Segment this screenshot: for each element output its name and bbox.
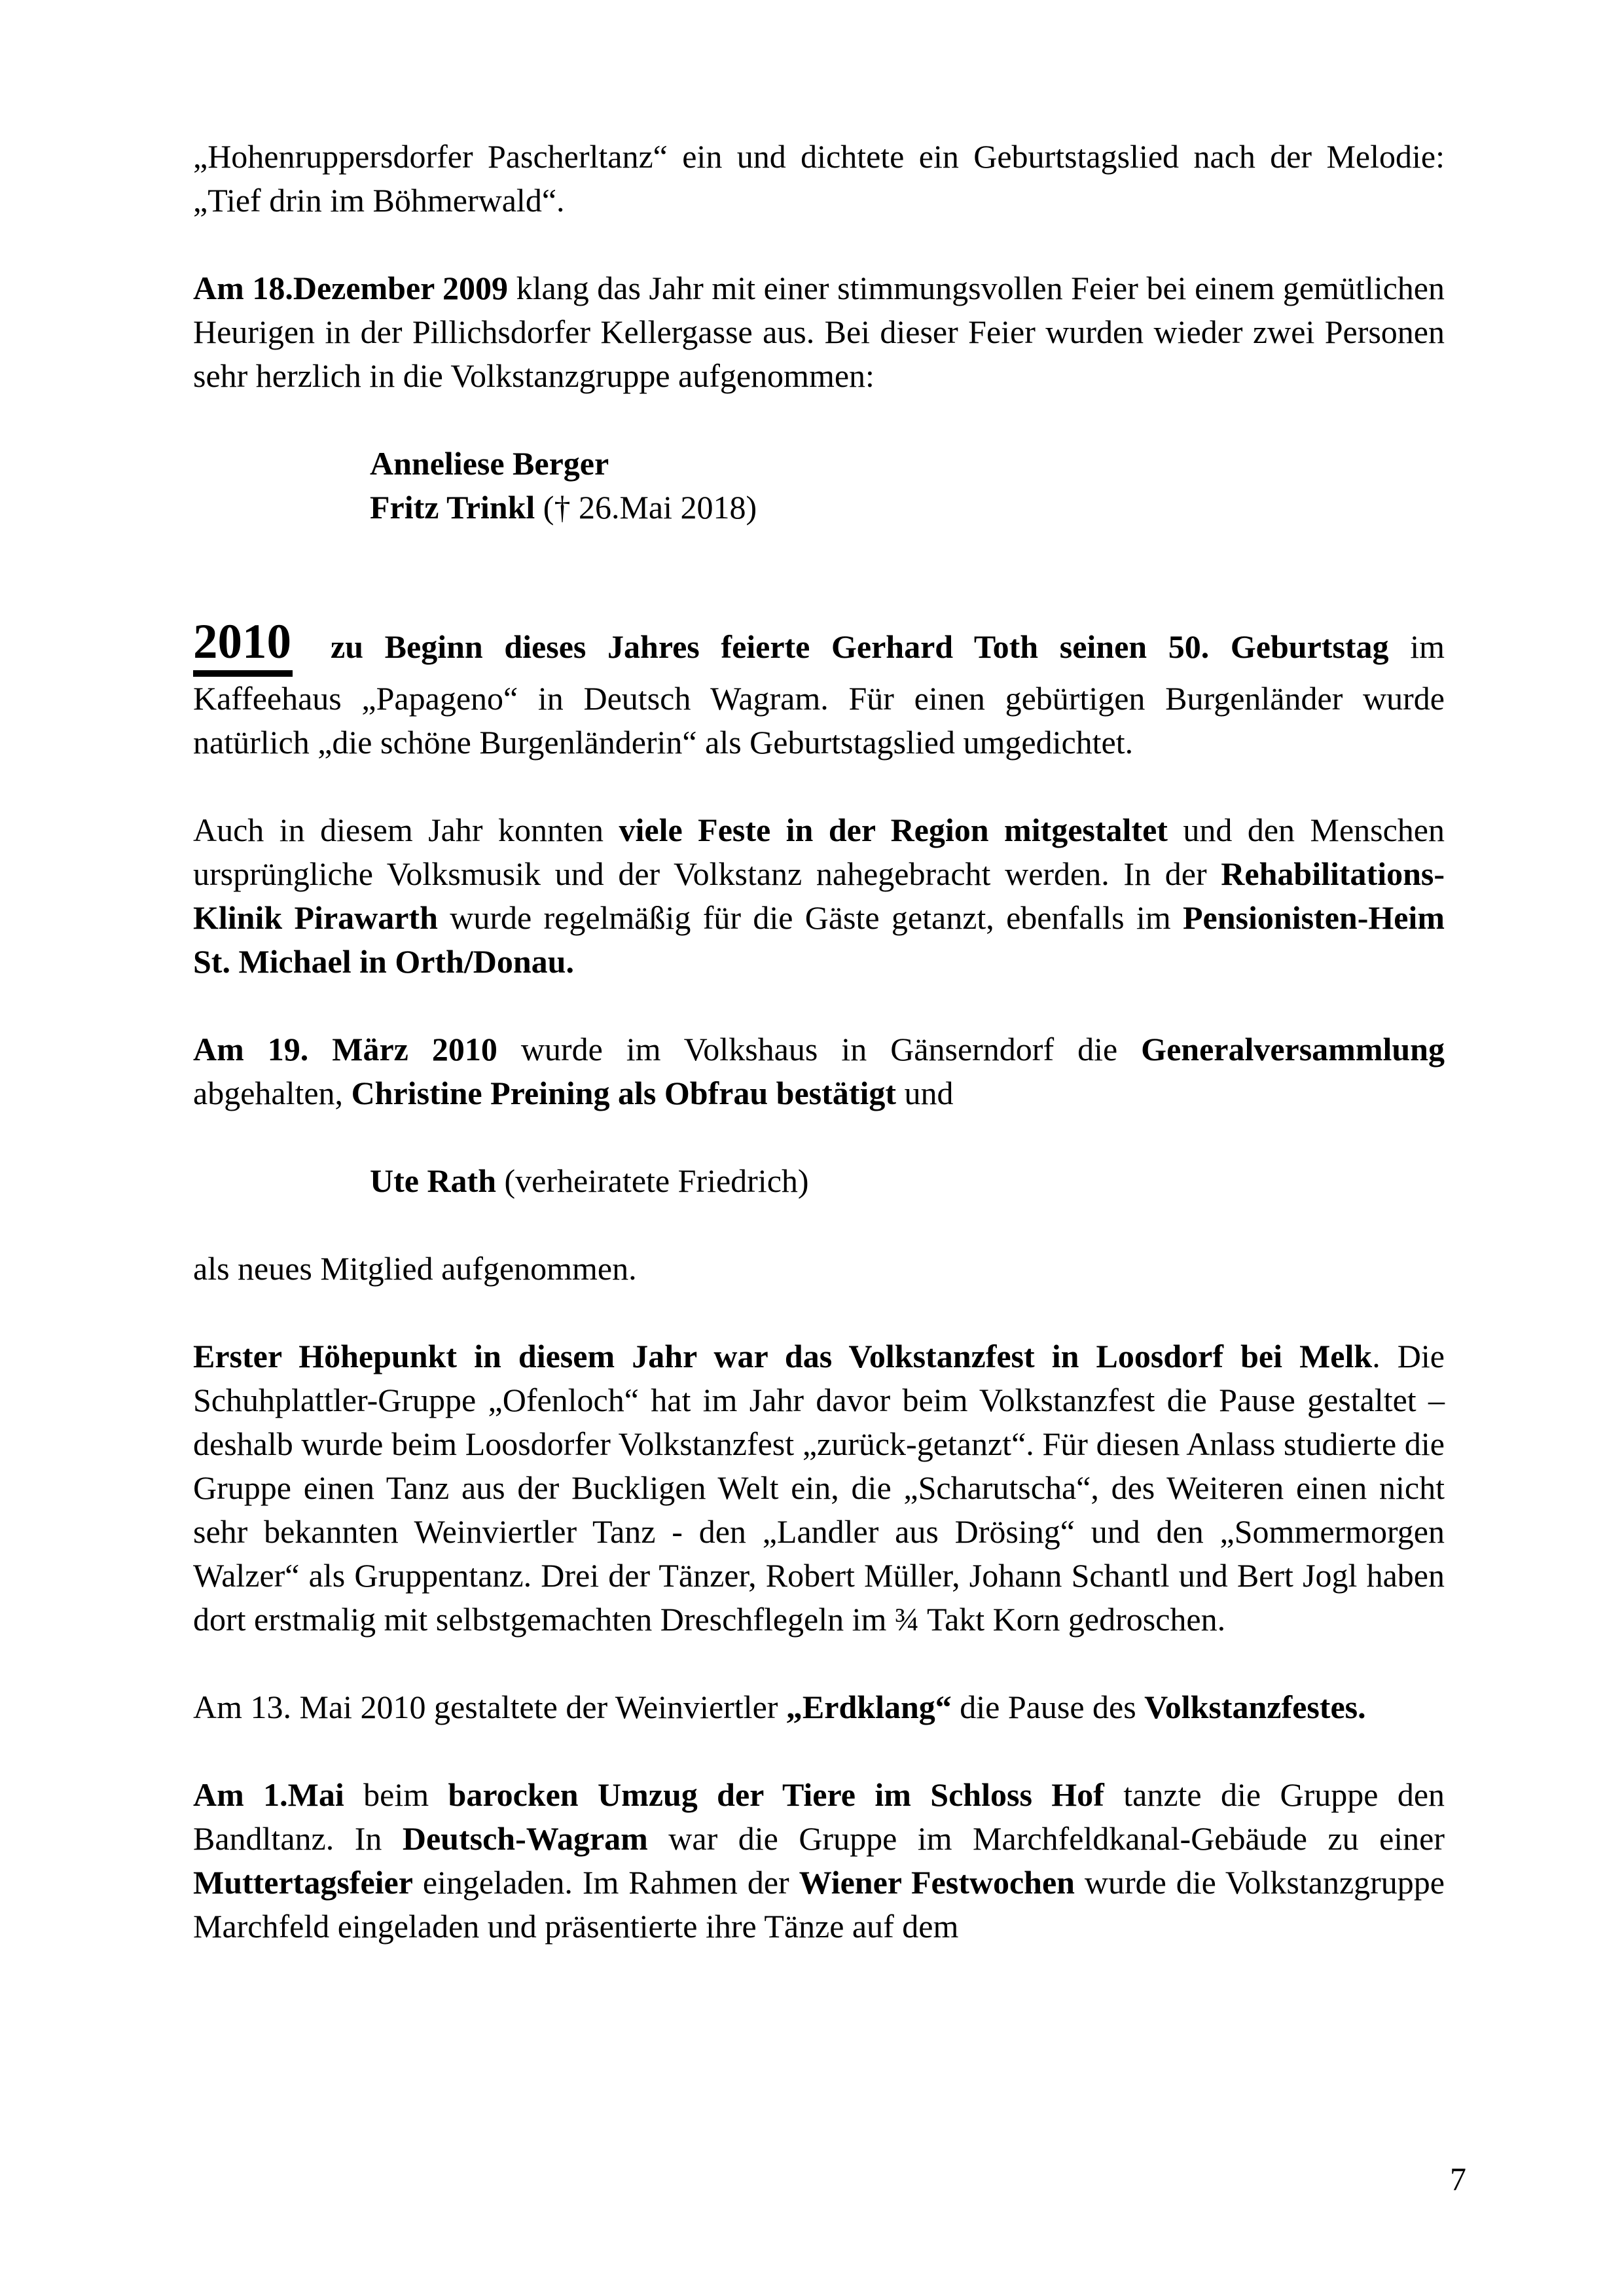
para-generalversammlung: [193, 1028, 1445, 1115]
year-heading: 2010: [193, 617, 293, 677]
text-run: klang das Jahr mit einer stimmungsvollen Feier bei einem gemütlichen Heurigen in der Pillichsdorfer Kellergasse aus. Bei dieser Feier wurden wieder zwei Personen sehr herzlich in die Volkstanzgruppe aufgenommen:: [193, 270, 1445, 394]
para-erdklang: [193, 1685, 1445, 1729]
text-run: Am 13. Mai 2010 gestaltete der Weinviertler: [193, 1689, 786, 1725]
text-run: zu Beginn dieses Jahres feierte Gerhard Toth seinen 50. Geburtstag: [331, 628, 1389, 665]
para-2010-heading: [193, 617, 1445, 764]
text-run: eingeladen. Im Rahmen der: [412, 1864, 799, 1901]
text-run: barocken Umzug der Tiere im Schloss Hof: [448, 1776, 1104, 1813]
text-run: Auch in diesem Jahr konnten: [193, 812, 619, 848]
text-run: Fritz Trinkl: [370, 489, 535, 526]
text-run: (verheiratete Friedrich): [496, 1162, 809, 1199]
text-run: Muttertagsfeier: [193, 1864, 413, 1901]
text-run: Am 19. März 2010: [193, 1031, 497, 1067]
page-number: 7: [1450, 2161, 1466, 2197]
text-run: Am 1.Mai: [193, 1776, 344, 1813]
text-run: abgehalten,: [193, 1075, 352, 1111]
para-pascherltanz: [193, 135, 1445, 223]
para-ute-rath: [370, 1159, 1445, 1203]
text-run: Anneliese Berger: [370, 445, 609, 482]
text-run: als neues Mitglied aufgenommen.: [193, 1250, 637, 1287]
document-body: [193, 135, 1445, 1948]
para-new-members: [370, 442, 1445, 529]
para-dezember-2009: [193, 266, 1445, 398]
text-run: wurde die Volkstanzgruppe Marchfeld eingeladen und präsentierte ihre Tänze auf dem: [193, 1864, 1445, 1945]
text-run: und den Menschen ursprüngliche Volksmusik und der Volkstanz nahegebracht werden. In der: [193, 812, 1445, 892]
text-run: „Hohenruppersdorfer Pascherltanz“ ein und dichtete ein Geburtstagslied nach der Melodie: „Tief drin im Böhmerwald“.: [193, 138, 1445, 219]
text-run: die Pause des: [951, 1689, 1145, 1725]
text-run: und: [895, 1075, 954, 1111]
para-feste-region: [193, 808, 1445, 984]
text-run: Rehabilitations-Klinik Pirawarth: [193, 855, 1445, 936]
text-run: im Kaffeehaus „Papageno“ in Deutsch Wagram. Für einen gebürtigen Burgenländer wurde natürlich „die schöne Burgenländerin“ als Geburtstagslied umgedichtet.: [193, 628, 1445, 761]
text-run: Deutsch-Wagram: [402, 1820, 648, 1857]
text-run: Pensionisten-Heim St. Michael in Orth/Donau.: [193, 899, 1445, 980]
text-run: tanzte die Gruppe den Bandltanz. In: [193, 1776, 1445, 1857]
text-run: Ute Rath: [370, 1162, 497, 1199]
para-volkstanzfest-loosdorf: [193, 1335, 1445, 1641]
text-run: wurde regelmäßig für die Gäste getanzt, ebenfalls im: [437, 899, 1183, 936]
text-run: „Erdklang“: [785, 1689, 952, 1725]
text-run: Erster Höhepunkt in diesem Jahr war das Volkstanzfest in Loosdorf bei Melk: [193, 1338, 1373, 1374]
text-run: . Die Schuhplattler-Gruppe „Ofenloch“ hat im Jahr davor beim Volkstanzfest die Pause gestaltet – deshalb wurde beim Loosdorfer Volkstanzfest „zurück-getanzt“. Für diesen Anlass studierte die Gruppe einen Tanz aus der Buckligen Welt ein, die „Scharutscha“, des Weiteren einen nicht sehr bekannten Weinviertler Tanz - den „Landler aus Drösing“ und den „Sommermorgen Walzer“ als Gruppentanz. Drei der Tänzer, Robert Müller, Johann Schantl und Bert Jogl haben dort erstmalig mit selbstgemachten Dreschflegeln im ¾ Takt Korn gedroschen.: [193, 1338, 1445, 1638]
text-run: wurde im Volkshaus in Gänserndorf die: [497, 1031, 1142, 1067]
text-run: war die Gruppe im Marchfeldkanal-Gebäude zu einer: [647, 1820, 1445, 1857]
para-neues-mitglied: [193, 1247, 1445, 1291]
text-run: († 26.Mai 2018): [535, 489, 757, 526]
text-run: beim: [344, 1776, 448, 1813]
text-run: Christine Preining als Obfrau bestätigt: [351, 1075, 896, 1111]
text-run: Volkstanzfestes.: [1144, 1689, 1366, 1725]
para-schloss-hof: [193, 1773, 1445, 1948]
text-run: Generalversammlung: [1141, 1031, 1445, 1067]
text-run: viele Feste in der Region mitgestaltet: [619, 812, 1168, 848]
text-run: Wiener Festwochen: [799, 1864, 1075, 1901]
text-run: Am 18.Dezember 2009: [193, 270, 509, 306]
